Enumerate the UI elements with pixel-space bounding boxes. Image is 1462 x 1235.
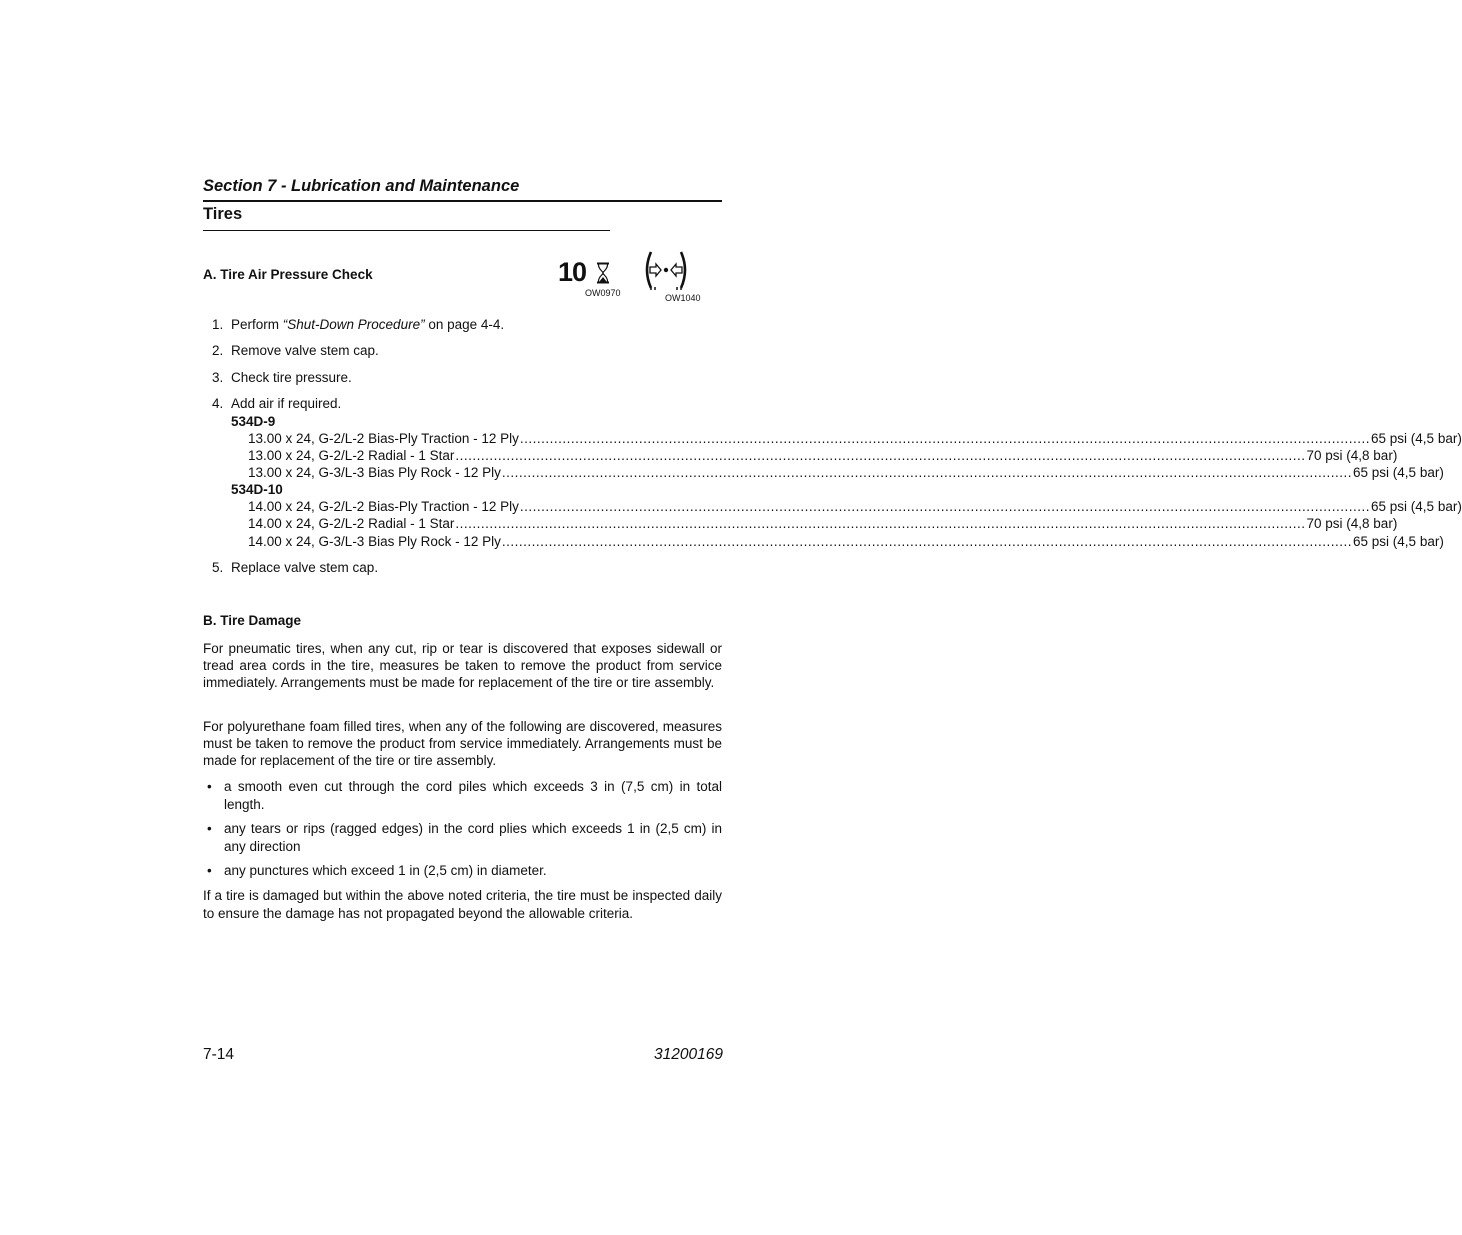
tire-icon-code: OW1040 [665,293,701,303]
header-rule [203,200,722,202]
step-text: Add air if required. [231,396,342,411]
bullet-icon: • [207,863,212,878]
leader-dots: ........................................................................................................................................................................................................ [501,534,1353,549]
step-text: Replace valve stem cap. [231,560,379,575]
bullet-text: any punctures which exceed 1 in (2,5 cm) in diameter. [224,863,547,878]
title-rule [203,230,610,231]
pressure-spec-row [248,431,1462,446]
step-number: 3. [212,370,224,385]
page-number: 7-14 [203,1046,235,1063]
leader-dots: ........................................................................................................................................................................................................ [519,499,1371,514]
procedure-reference[interactable]: “Shut-Down Procedure” [282,317,425,332]
subsection-b-title: B. Tire Damage [203,613,302,628]
interval-hours: 10 [558,257,587,287]
pressure-spec-row [248,534,1444,549]
leader-dots: ........................................................................................................................................................................................................ [455,448,1306,463]
pressure-value: 70 psi (4,8 bar) [1306,448,1398,463]
pressure-spec-row [248,516,1398,531]
step-number: 1. [212,317,224,332]
step-4 [212,396,341,411]
interval-code: OW0970 [585,288,621,298]
step-3 [212,370,352,385]
tire-pressure-icon [643,249,689,296]
step-5 [212,560,378,575]
bullet-item [207,862,722,880]
step-2 [212,343,379,358]
step-text: Check tire pressure. [231,370,352,385]
step-number: 2. [212,343,224,358]
bullet-icon: • [207,779,212,794]
pressure-value: 65 psi (4,5 bar) [1353,534,1444,549]
hourglass-icon [595,262,611,289]
paragraph: If a tire is damaged but within the above noted criteria, the tire must be inspected daily to ensure the damage has not propagated beyond the allowable criteria. [203,888,722,921]
leader-dots: ........................................................................................................................................................................................................ [519,431,1371,446]
bullet-icon: • [207,821,212,836]
bullet-item [207,778,722,814]
pressure-spec-row [248,448,1398,463]
leader-dots: ........................................................................................................................................................................................................ [501,465,1353,480]
tire-spec: 13.00 x 24, G-2/L-2 Bias-Ply Traction - 12 Ply [248,431,519,446]
paragraph: For polyurethane foam filled tires, when any of the following are discovered, measures must be taken to remove the product from service immediately. Arrangements must be made for replacement of the tire or tire assembly. [203,719,722,768]
step-text: Perform [231,317,283,332]
pressure-spec-row [248,499,1462,514]
step-1 [212,317,504,332]
page-title: Tires [203,205,243,223]
tire-spec: 14.00 x 24, G-2/L-2 Bias-Ply Traction - 12 Ply [248,499,519,514]
tire-spec: 14.00 x 24, G-3/L-3 Bias Ply Rock - 12 Ply [248,534,501,549]
paragraph: For pneumatic tires, when any cut, rip or tear is discovered that exposes sidewall or tread area cords in the tire, measures be taken to remove the product from service immediately. Arrangements must be made for replacement of the tire or tire assembly. [203,641,722,690]
pressure-value: 65 psi (4,5 bar) [1353,465,1444,480]
bullet-text: a smooth even cut through the cord piles which exceeds 3 in (7,5 cm) in total length. [224,779,722,812]
bullet-item [207,820,722,856]
pressure-value: 65 psi (4,5 bar) [1371,499,1462,514]
tire-spec: 14.00 x 24, G-2/L-2 Radial - 1 Star [248,516,455,531]
step-text: on page 4-4. [424,317,505,332]
step-number: 4. [212,396,224,411]
leader-dots: ........................................................................................................................................................................................................ [455,516,1306,531]
step-text: Remove valve stem cap. [231,343,379,358]
tire-spec: 13.00 x 24, G-2/L-2 Radial - 1 Star [248,448,455,463]
bullet-text: any tears or rips (ragged edges) in the cord plies which exceeds 1 in (2,5 cm) in any direction [224,821,722,854]
pressure-value: 65 psi (4,5 bar) [1371,431,1462,446]
section-title: Section 7 - Lubrication and Maintenance [203,177,520,195]
model-name: 534D-9 [231,414,276,429]
pressure-value: 70 psi (4,8 bar) [1306,516,1398,531]
subsection-a-title: A. Tire Air Pressure Check [203,267,373,282]
pressure-spec-row [248,465,1444,480]
step-number: 5. [212,560,224,575]
tire-spec: 13.00 x 24, G-3/L-3 Bias Ply Rock - 12 Ply [248,465,501,480]
model-name: 534D-10 [231,482,283,497]
document-number: 31200169 [654,1046,723,1063]
